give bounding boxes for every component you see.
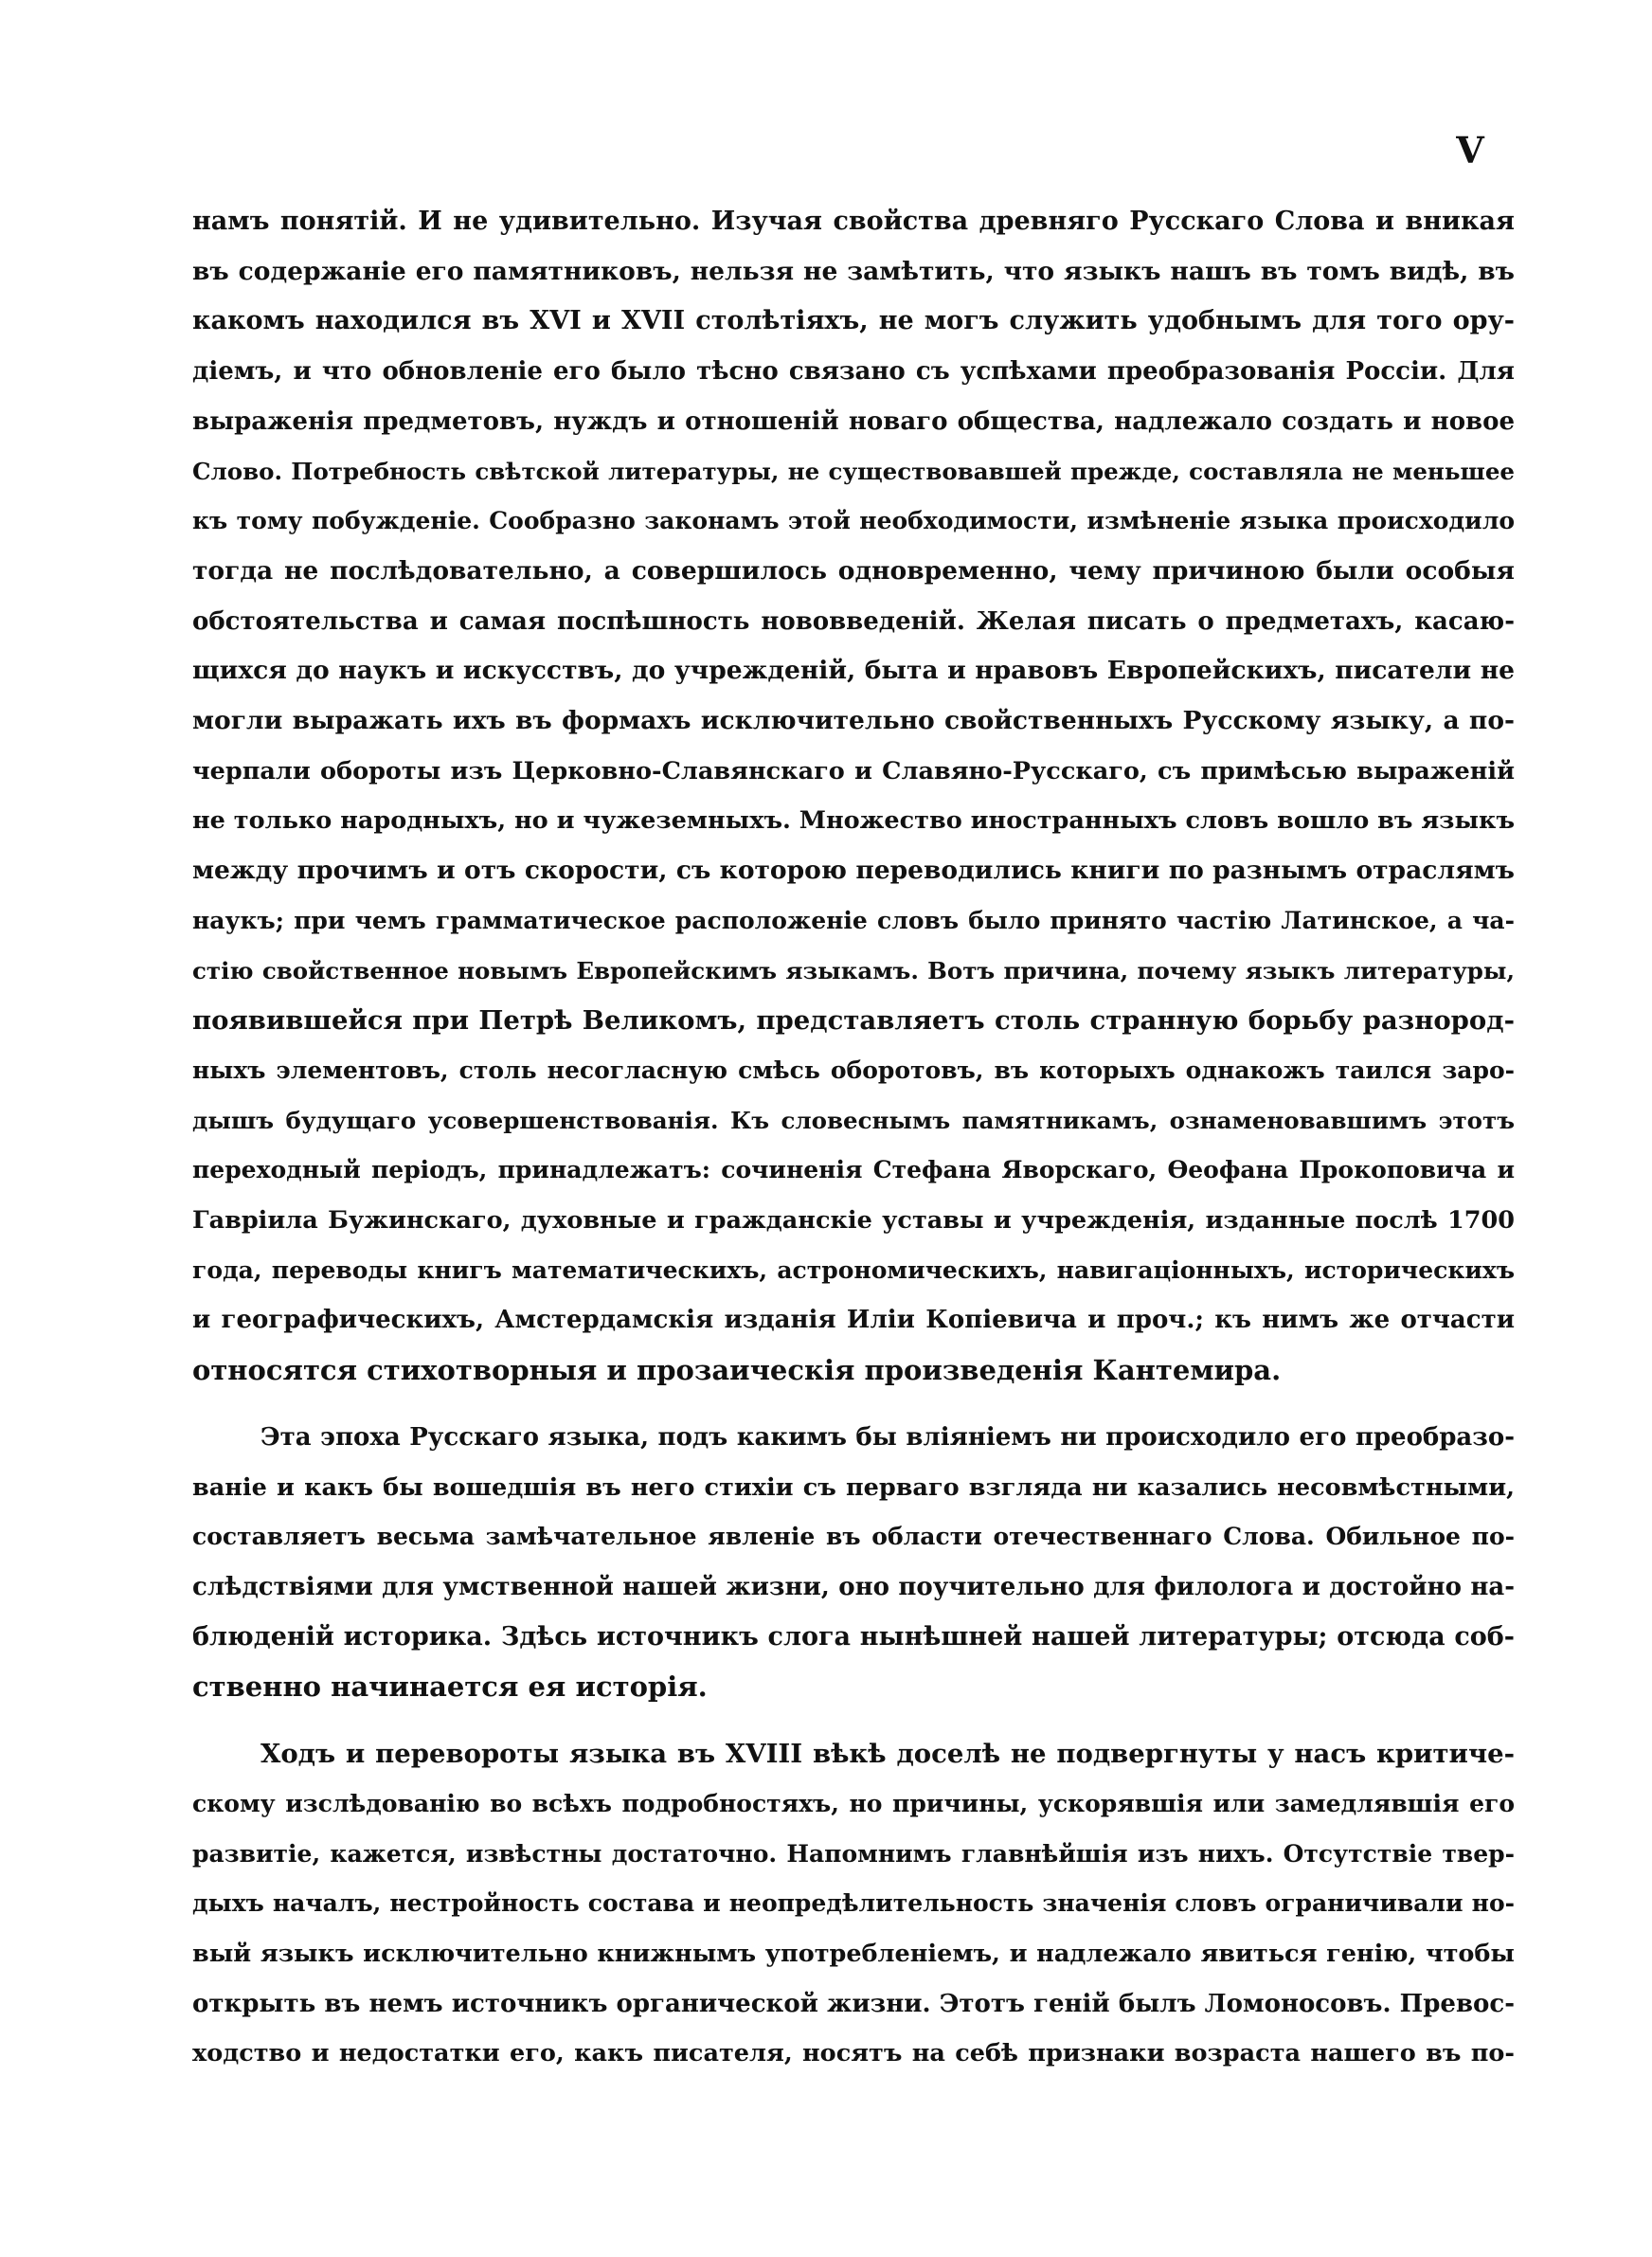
page-number: V bbox=[1456, 129, 1484, 172]
text-line: къ тому побужденіе. Сообразно законамъ этой необходимости, измѣненіе языка происходило bbox=[192, 507, 1515, 535]
text-line: ныхъ элементовъ, столь несогласную смѣсь оборотовъ, въ которыхъ однакожъ таился заро- bbox=[192, 1056, 1515, 1084]
text-line: переходный періодъ, принадлежатъ: сочиненія Стефана Яворскаго, Ѳеофана Прокоповича и bbox=[192, 1156, 1515, 1184]
text-line: появившейся при Петрѣ Великомъ, представляетъ столь странную борьбу разнород- bbox=[192, 1005, 1515, 1037]
text-line: намъ понятій. И не удивительно. Изучая свойства древняго Русскаго Слова и вникая bbox=[192, 207, 1515, 236]
paragraph-1 bbox=[192, 197, 1515, 1396]
text-line: въ содержаніе его памятниковъ, нельзя не замѣтить, что языкъ нашъ въ томъ видѣ, въ bbox=[192, 256, 1515, 286]
text-line: обстоятельства и самая поспѣшность нововведеній. Желая писать о предметахъ, касаю- bbox=[192, 606, 1515, 636]
paragraph-3 bbox=[192, 1729, 1515, 2079]
text-line: дышъ будущаго усовершенствованія. Къ словеснымъ памятникамъ, ознаменовавшимъ этотъ bbox=[192, 1106, 1515, 1134]
text-line: дыхъ началъ, нестройность состава и неопредѣлительность значенія словъ ограничивали но- bbox=[192, 1889, 1515, 1918]
text-line: стію свойственное новымъ Европейскимъ языкамъ. Вотъ причина, почему языкъ литературы, bbox=[192, 956, 1515, 984]
text-line: открыть въ немъ источникъ органической жизни. Этотъ геній былъ Ломоносовъ. Превос- bbox=[192, 1989, 1515, 2018]
body-text bbox=[192, 197, 1515, 2079]
text-line: блюденій историка. Здѣсь источникъ слога нынѣшней нашей литературы; отсюда соб- bbox=[192, 1621, 1515, 1652]
paragraph-2 bbox=[192, 1413, 1515, 1712]
text-line: ходство и недостатки его, какъ писателя, носятъ на себѣ признаки возраста нашего въ по- bbox=[192, 2039, 1515, 2068]
text-line: года, переводы книгъ математическихъ, астрономическихъ, навигаціонныхъ, историческихъ bbox=[192, 1255, 1515, 1284]
text-line: слѣдствіями для умственной нашей жизни, оно поучительно для филолога и достойно на- bbox=[192, 1572, 1515, 1601]
text-line: какомъ находился въ XVI и XVII столѣтіяхъ, не могъ служить удобнымъ для того ору- bbox=[192, 306, 1515, 336]
text-line: и географическихъ, Амстердамскія изданія Иліи Копіевича и проч.; къ нимъ же отчасти bbox=[192, 1306, 1515, 1335]
text-line: щихся до наукъ и искусствъ, до учрежденій, быта и нравовъ Европейскихъ, писатели не bbox=[192, 656, 1515, 686]
text-line: скому изслѣдованію во всѣхъ подробностяхъ, но причины, ускорявшія или замедлявшія его bbox=[192, 1789, 1515, 1817]
text-line: вый языкъ исключительно книжнымъ употребленіемъ, и надлежало явиться генію, чтобы bbox=[192, 1939, 1515, 1968]
text-line: Ходъ и перевороты языка въ XVIII вѣкѣ доселѣ не подвергнуты у насъ критиче- bbox=[260, 1739, 1515, 1770]
text-line: ственно начинается ея исторія. bbox=[192, 1670, 708, 1704]
text-line: не только народныхъ, но и чужеземныхъ. Множество иностранныхъ словъ вошло въ языкъ bbox=[192, 806, 1515, 836]
text-line: развитіе, кажется, извѣстны достаточно. Напомнимъ главнѣйшія изъ нихъ. Отсутствіе твер- bbox=[192, 1839, 1515, 1868]
text-line: діемъ, и что обновленіе его было тѣсно связано съ успѣхами преобразованія Россіи. Для bbox=[192, 357, 1515, 387]
text-line: Слово. Потребность свѣтской литературы, не существовавшей прежде, составляла не меньшее bbox=[192, 457, 1515, 485]
text-line: Эта эпоха Русскаго языка, подъ какимъ бы вліяніемъ ни происходило его преобразо- bbox=[260, 1422, 1515, 1452]
text-line: наукъ; при чемъ грамматическое расположеніе словъ было принято частію Латинское, а ча- bbox=[192, 906, 1515, 934]
text-line: между прочимъ и отъ скорости, съ которою переводились книги по разнымъ отраслямъ bbox=[192, 856, 1515, 886]
text-line: могли выражать ихъ въ формахъ исключительно свойственныхъ Русскому языку, а по- bbox=[192, 706, 1515, 736]
text-line: относятся стихотворныя и прозаическія произведенія Кантемира. bbox=[192, 1354, 1282, 1387]
text-line: составляетъ весьма замѣчательное явленіе въ области отечественнаго Слова. Обильное по- bbox=[192, 1523, 1515, 1551]
text-line: черпали обороты изъ Церковно-Славянскаго и Славяно-Русскаго, съ примѣсью выраженій bbox=[192, 756, 1515, 785]
text-line: тогда не послѣдовательно, а совершилось одновременно, чему причиною были особыя bbox=[192, 555, 1515, 586]
text-line: Гавріила Бужинскаго, духовные и гражданскіе уставы и учрежденія, изданные послѣ 1700 bbox=[192, 1206, 1515, 1236]
text-line: выраженія предметовъ, нуждъ и отношеній новаго общества, надлежало создать и новое bbox=[192, 406, 1515, 436]
text-line: ваніе и какъ бы вошедшія въ него стихіи съ перваго взгляда ни казались несовмѣстными, bbox=[192, 1472, 1515, 1502]
